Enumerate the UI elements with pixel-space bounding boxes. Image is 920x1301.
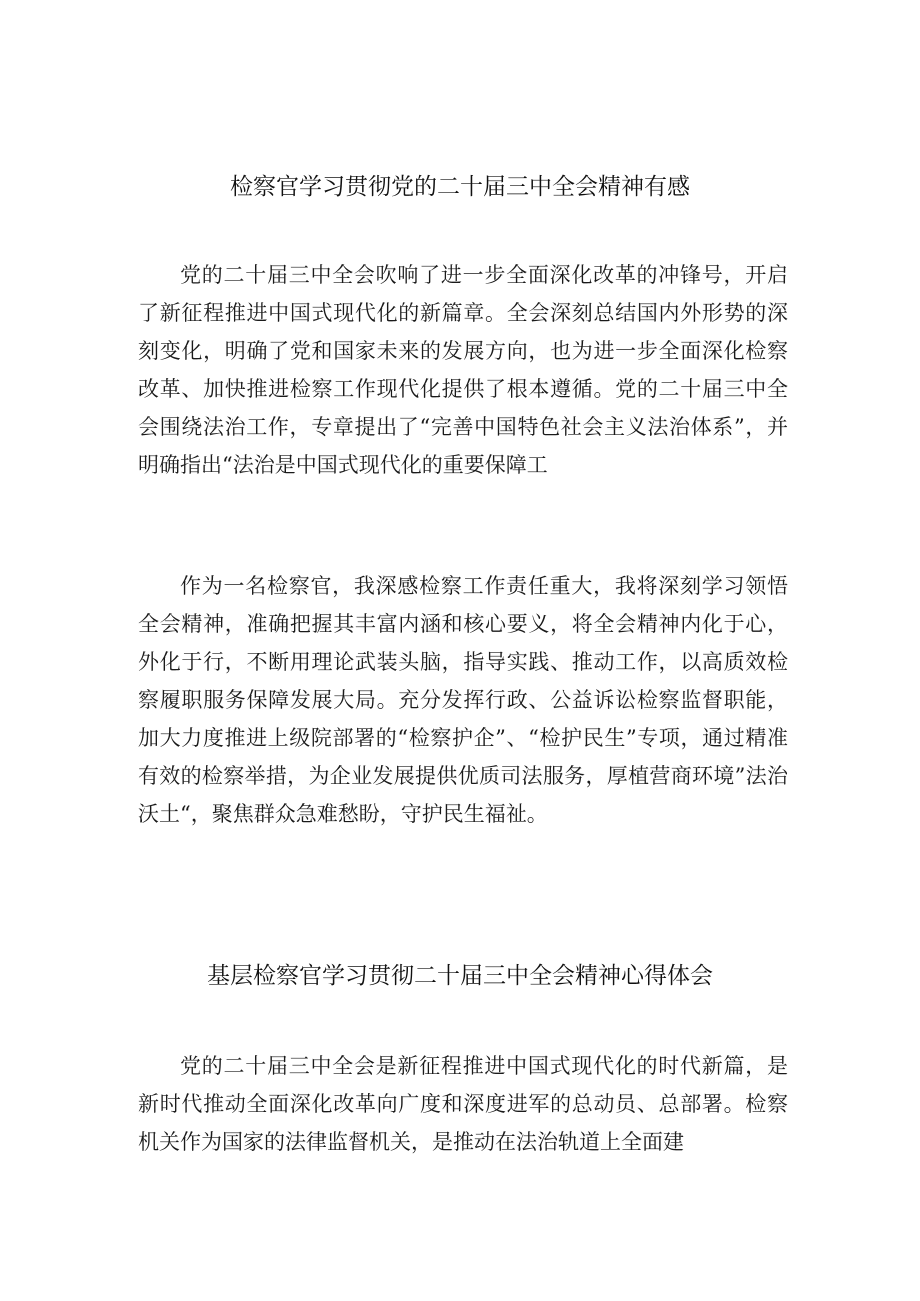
section-2-title: 基层检察官学习贯彻二十届三中全会精神心得体会 [207,963,713,989]
section-1-title: 检察官学习贯彻党的二十届三中全会精神有感 [230,174,690,200]
section-2-paragraph-1: 党的二十届三中全会是新征程推进中国式现代化的时代新篇，是新时代推动全面深化改革向广度和深度进军的总动员、总部署。检察机关作为国家的法律监督机关，是推动在法治轨道上全面建 [138,1054,788,1154]
section-1-paragraph-1: 党的二十届三中全会吹响了进一步全面深化改革的冲锋号，开启了新征程推进中国式现代化的新篇章。全会深刻总结国内外形势的深刻变化，明确了党和国家未来的发展方向，也为进一步全面深化检察改革、加快推进检察工作现代化提供了根本遵循。党的二十届三中全会围绕法治工作，专章提出了“完善中国特色社会主义法治体系”，并明确指出“法治是中国式现代化的重要保障工 [138,263,788,477]
section-1-paragraph-2: 作为一名检察官，我深感检察工作责任重大，我将深刻学习领悟全会精神，准确把握其丰富内涵和核心要义，将全会精神内化于心，外化于行，不断用理论武装头脑，指导实践、推动工作，以高质效检察履职服务保障发展大局。充分发挥行政、公益诉讼检察监督职能，加大力度推进上级院部署的“检察护企”、“检护民生”专项，通过精准有效的检察举措，为企业发展提供优质司法服务，厚植营商环境”法治沃土“，聚焦群众急难愁盼，守护民生福祉。 [138,574,788,826]
